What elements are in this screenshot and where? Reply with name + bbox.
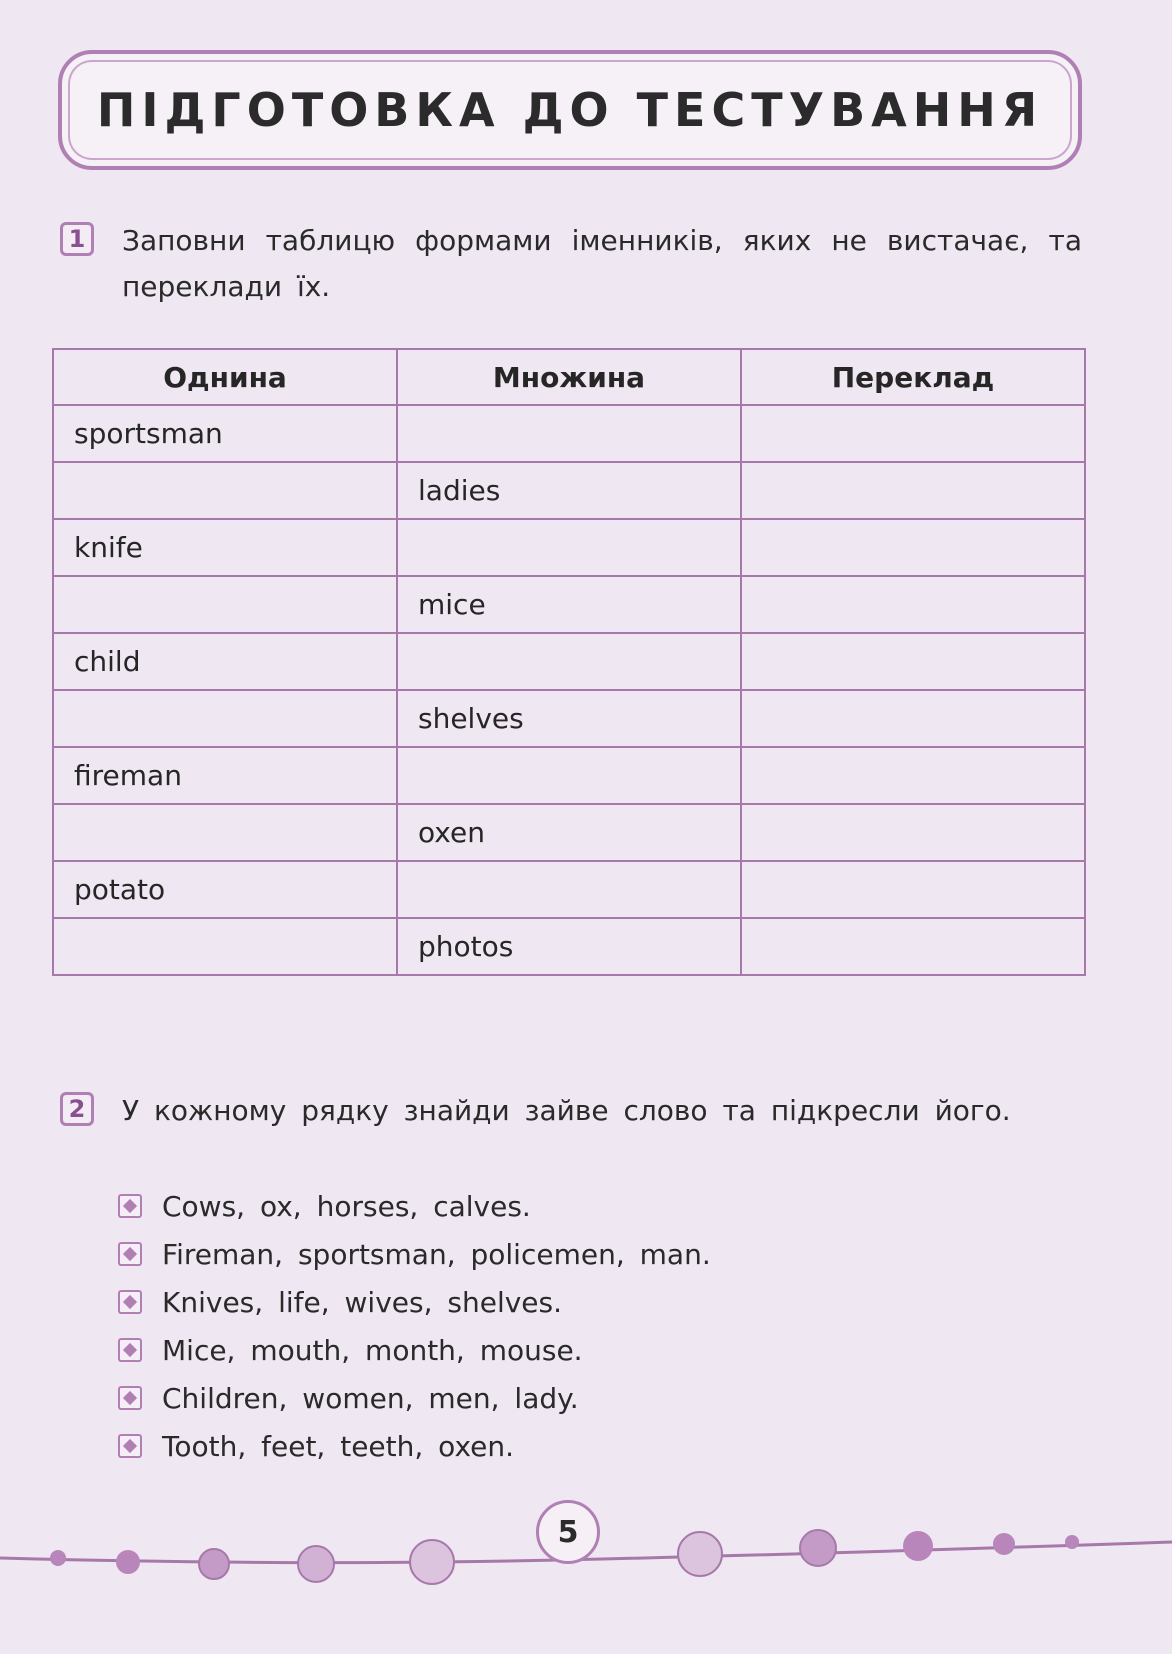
cell-singular[interactable] [53,690,397,747]
diamond-bullet-icon [118,1434,142,1458]
cell-plural[interactable]: shelves [397,690,741,747]
task-2 [60,1088,1082,1134]
task-number-2: 2 [60,1092,94,1126]
table-row [53,519,1085,576]
title-banner [58,50,1082,170]
list-item[interactable] [118,1422,711,1470]
nouns-table [52,348,1086,976]
task-1 [60,218,1082,310]
cell-translation[interactable] [741,861,1085,918]
cell-translation[interactable] [741,747,1085,804]
page-title: ПІДГОТОВКА ДО ТЕСТУВАННЯ [96,83,1044,137]
cell-plural[interactable]: mice [397,576,741,633]
word-rows-list [118,1182,711,1470]
cell-plural[interactable]: photos [397,918,741,975]
cell-singular[interactable]: knife [53,519,397,576]
footer-decoration [0,1500,1172,1620]
cell-singular[interactable] [53,462,397,519]
cell-singular[interactable]: fireman [53,747,397,804]
diamond-bullet-icon [118,1242,142,1266]
table-row [53,462,1085,519]
cell-singular[interactable] [53,576,397,633]
cell-plural[interactable] [397,747,741,804]
table-row [53,405,1085,462]
cell-translation[interactable] [741,690,1085,747]
task-2-instruction: У кожному рядку знайди зайве слово та підкресли його. [122,1094,1011,1127]
cell-translation[interactable] [741,405,1085,462]
table-row [53,918,1085,975]
cell-plural[interactable]: ladies [397,462,741,519]
cell-singular[interactable]: sportsman [53,405,397,462]
header-translation: Переклад [741,349,1085,405]
table-row [53,804,1085,861]
list-item[interactable] [118,1182,711,1230]
cell-plural[interactable] [397,633,741,690]
cell-translation[interactable] [741,519,1085,576]
cell-singular[interactable]: potato [53,861,397,918]
cell-translation[interactable] [741,633,1085,690]
list-item-text[interactable]: Mice, mouth, month, mouse. [162,1333,583,1367]
cell-plural[interactable] [397,519,741,576]
list-item[interactable] [118,1326,711,1374]
header-singular: Однина [53,349,397,405]
diamond-bullet-icon [118,1338,142,1362]
table-row [53,633,1085,690]
cell-plural[interactable] [397,861,741,918]
task-1-instruction: Заповни таблицю формами іменників, яких не вистачає, та переклади їх. [122,224,1082,303]
table-row [53,861,1085,918]
list-item-text[interactable]: Cows, ox, horses, calves. [162,1189,531,1223]
list-item-text[interactable]: Knives, life, wives, shelves. [162,1285,563,1319]
diamond-bullet-icon [118,1290,142,1314]
list-item-text[interactable]: Tooth, feet, teeth, oxen. [162,1429,515,1463]
table-header-row [53,349,1085,405]
list-item-text[interactable]: Fireman, sportsman, policemen, man. [162,1237,711,1271]
task-number-1: 1 [60,222,94,256]
cell-translation[interactable] [741,918,1085,975]
cell-translation[interactable] [741,462,1085,519]
cell-plural[interactable]: oxen [397,804,741,861]
table-row [53,690,1085,747]
cell-singular[interactable] [53,804,397,861]
cell-translation[interactable] [741,576,1085,633]
diamond-bullet-icon [118,1194,142,1218]
table-row [53,576,1085,633]
table-row [53,747,1085,804]
list-item[interactable] [118,1278,711,1326]
header-plural: Множина [397,349,741,405]
diamond-bullet-icon [118,1386,142,1410]
cell-singular[interactable]: child [53,633,397,690]
list-item[interactable] [118,1374,711,1422]
cell-singular[interactable] [53,918,397,975]
cell-plural[interactable] [397,405,741,462]
list-item-text[interactable]: Children, women, men, lady. [162,1381,579,1415]
list-item[interactable] [118,1230,711,1278]
cell-translation[interactable] [741,804,1085,861]
page-number: 5 [536,1500,600,1564]
